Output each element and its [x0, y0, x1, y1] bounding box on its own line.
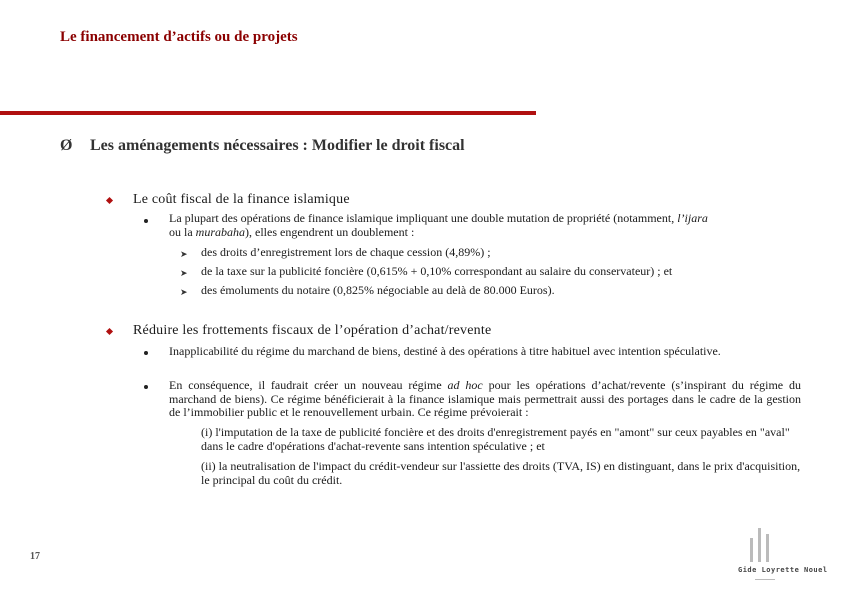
point-2-title: Réduire les frottements fiscaux de l’opération d’achat/revente [133, 323, 492, 338]
point-1-ijara: l’ijara [677, 211, 708, 225]
round-bullet-icon [144, 385, 148, 389]
point-1-sub-1: des droits d’enregistrement lors de chaque cession (4,89%) ; [201, 245, 491, 259]
point-1-sub-3: des émoluments du notaire (0,825% négociable au delà de 80.000 Euros). [201, 283, 555, 297]
point-2-item-ii: (ii) la neutralisation de l'impact du crédit-vendeur sur l'assiette des droits (TVA, IS) en distinguant, dans le prix d'acquisition, le principal du coût du crédit. [201, 459, 801, 487]
point-2-item-i: (i) l'imputation de la taxe de publicité foncière et des droits d'enregistrement payés en "amont" sur ceux payables en "aval" dans le cadre d'opérations d'achat-revente sans intention spéculative ; et [201, 425, 790, 453]
round-bullet-icon [144, 219, 148, 223]
point-1-para-mid: ou la [169, 224, 196, 239]
arrow-bullet-icon: ➤ [180, 249, 188, 259]
point-1-paragraph [169, 212, 804, 239]
point-1-sub-2: de la taxe sur la publicité foncière (0,615% + 0,10% correspondant au salaire du conservateur) ; et [201, 264, 673, 278]
point-1-murabaha: murabaha [195, 224, 246, 239]
arrow-bullet-icon: ➤ [180, 268, 188, 278]
point-2-bullet-2-after: pour les opérations d’achat/revente (s’inspirant du régime du marchand de biens). Ce régime bénéficierait à la finance islamique mais permettrait aussi des portages dans le cadre de la gestion de l’immobilier public et le renouvellement urbain. Ce régime prévoierait : [169, 378, 801, 419]
point-1-title: Le coût fiscal de la finance islamique [133, 192, 350, 207]
arrow-bullet-icon: ➤ [180, 287, 188, 297]
page-title: Le financement d’actifs ou de projets [60, 29, 298, 45]
point-2-bullet-2-before: En conséquence, il faudrait créer un nouveau régime [169, 378, 448, 392]
arrow-bullet-icon: Ø [60, 137, 73, 154]
round-bullet-icon [144, 351, 148, 355]
point-1-para-after: ), elles engendrent un doublement : [245, 224, 415, 239]
red-diamond-icon [106, 197, 113, 204]
section-heading: Les aménagements nécessaires : Modifier le droit fiscal [90, 137, 465, 154]
title-underline-divider [0, 111, 536, 115]
section-heading-row [60, 137, 465, 155]
page-number: 17 [30, 551, 40, 562]
red-diamond-icon [106, 328, 113, 335]
point-2-bullet-2 [169, 379, 801, 420]
point-1-para-before: La plupart des opérations de finance islamique impliquant une double mutation de propriété (notamment, [169, 211, 678, 225]
point-2-bullet-1: Inapplicabilité du régime du marchand de biens, destiné à des opérations à titre habituel avec intention spéculative. [169, 344, 721, 358]
point-2-adhoc: ad hoc [447, 378, 483, 392]
logo-underline-divider [755, 579, 775, 580]
firm-logo-text: Gide Loyrette Nouel [738, 566, 828, 574]
firm-logo-icon [750, 528, 770, 562]
